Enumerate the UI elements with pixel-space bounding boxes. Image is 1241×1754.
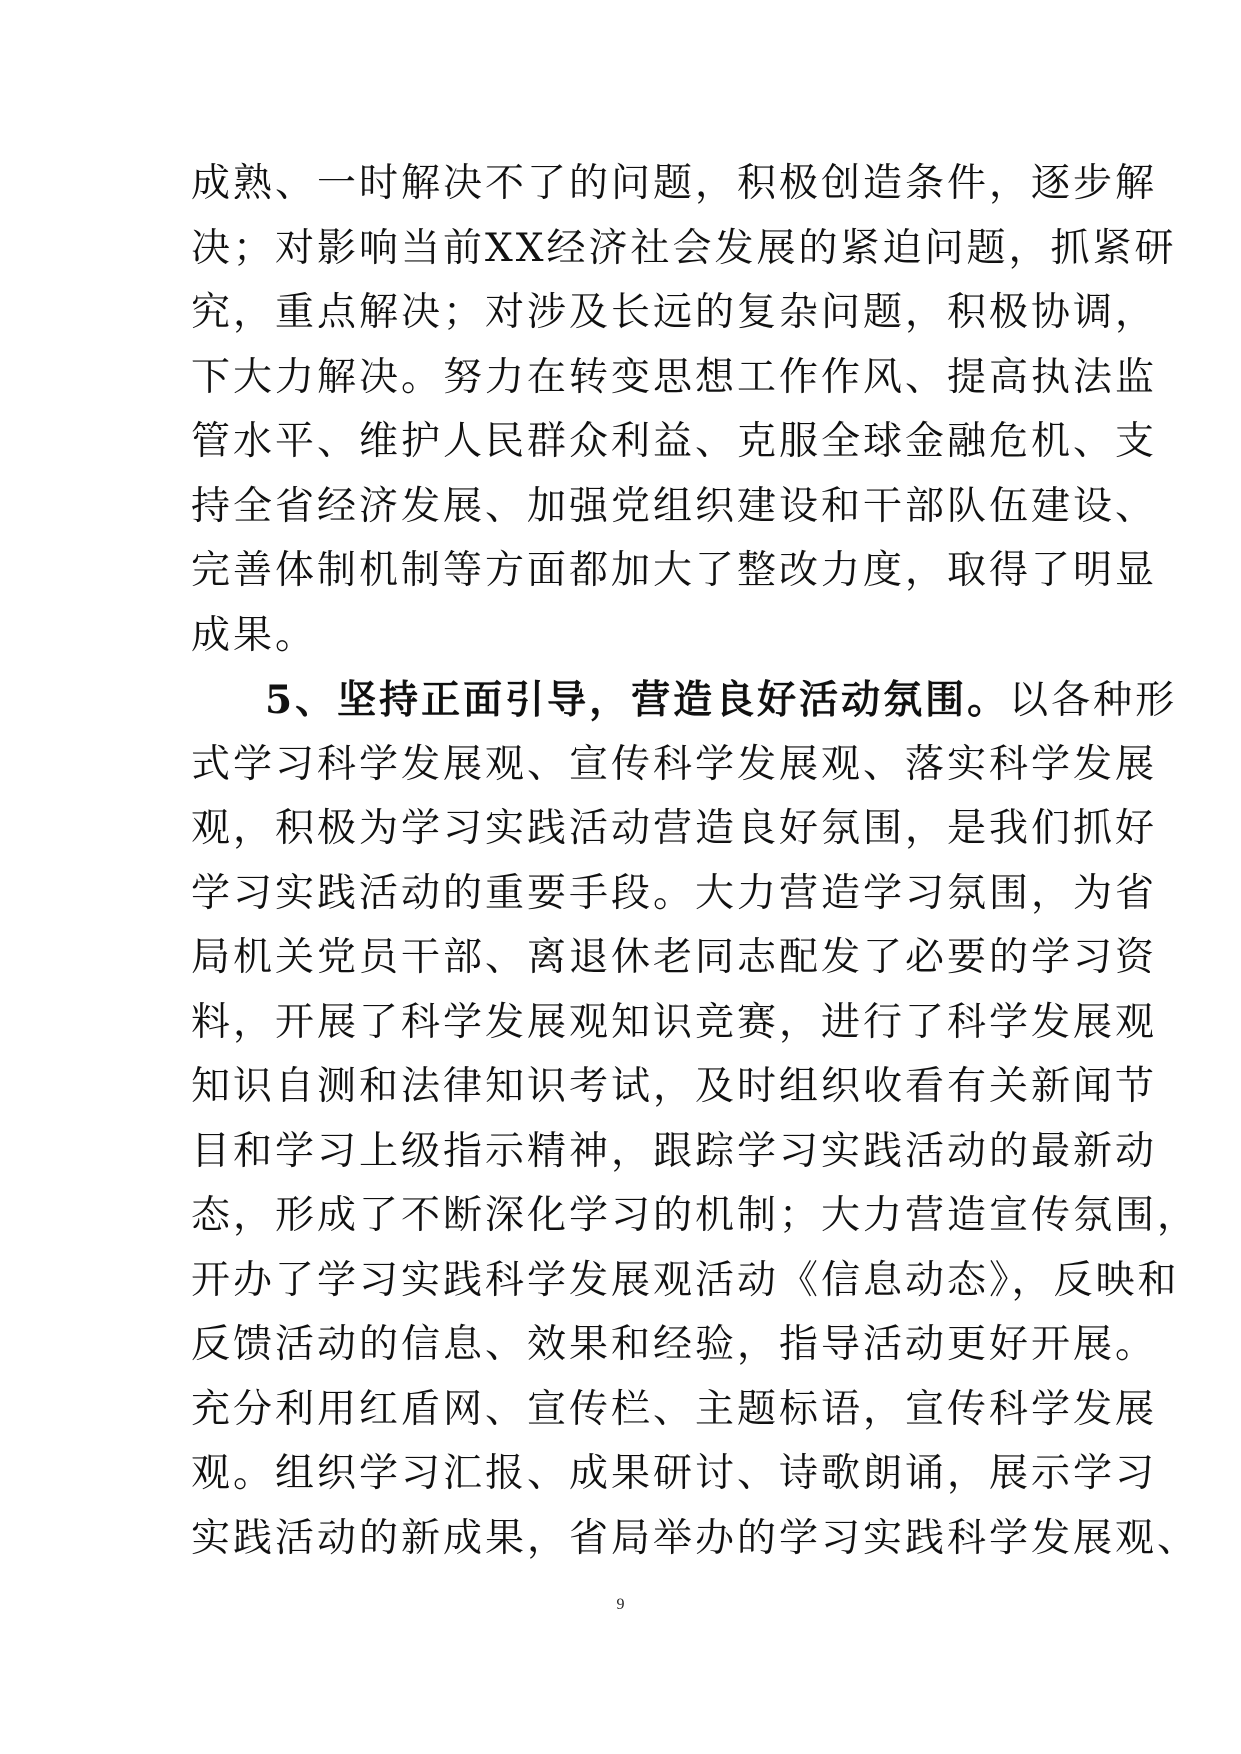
text-line: 料，开展了科学发展观知识竞赛，进行了科学发展观 — [191, 999, 1158, 1045]
text-line: 实践活动的新成果，省局举办的学习实践科学发展观、 — [191, 1515, 1200, 1561]
text-line: 局机关党员干部、离退休老同志配发了必要的学习资 — [191, 935, 1158, 980]
text-line: 下大力解决。努力在转变思想工作作风、提高执法监 — [191, 354, 1158, 400]
text-line: 究，重点解决；对涉及长远的复杂问题，积极协调， — [191, 290, 1158, 335]
text-line: 充分利用红盾网、宣传栏、主题标语，宣传科学发展 — [191, 1386, 1158, 1432]
text-line: 观，积极为学习实践活动营造良好氛围，是我们抓好 — [191, 806, 1158, 851]
text-line: 目和学习上级指示精神，跟踪学习实践活动的最新动 — [191, 1128, 1158, 1174]
text-line: 观。组织学习汇报、成果研讨、诗歌朗诵，展示学习 — [191, 1451, 1158, 1496]
text-line: 开办了学习实践科学发展观活动《信息动态》，反映和 — [191, 1257, 1180, 1303]
text-line: 式学习科学发展观、宣传科学发展观、落实科学发展 — [191, 741, 1158, 787]
text-line: 知识自测和法律知识考试，及时组织收看有关新闻节 — [191, 1064, 1158, 1109]
text-fragment: 以各种形 — [1009, 678, 1178, 723]
text-line: 持全省经济发展、加强党组织建设和干部队伍建设、 — [191, 483, 1158, 529]
text-line: 反馈活动的信息、效果和经验，指导活动更好开展。 — [191, 1322, 1158, 1367]
text-line: 学习实践活动的重要手段。大力营造学习氛围，为省 — [191, 870, 1158, 916]
body-text — [191, 152, 1200, 1571]
section-heading-line — [191, 668, 1178, 733]
text-line: 成果。 — [191, 612, 318, 658]
section-heading: 5、坚持正面引导，营造良好活动氛围。 — [265, 677, 1010, 723]
text-line: 成熟、一时解决不了的问题，积极创造条件，逐步解 — [191, 161, 1158, 206]
text-line: 管水平、维护人民群众利益、克服全球金融危机、支 — [191, 419, 1158, 464]
text-line: 决；对影响当前XX经济社会发展的紧迫问题，抓紧研 — [191, 225, 1177, 271]
text-line: 态，形成了不断深化学习的机制；大力营造宣传氛围， — [191, 1193, 1200, 1238]
page-number: 9 — [616, 1596, 625, 1613]
text-line: 完善体制机制等方面都加大了整改力度，取得了明显 — [191, 548, 1158, 593]
